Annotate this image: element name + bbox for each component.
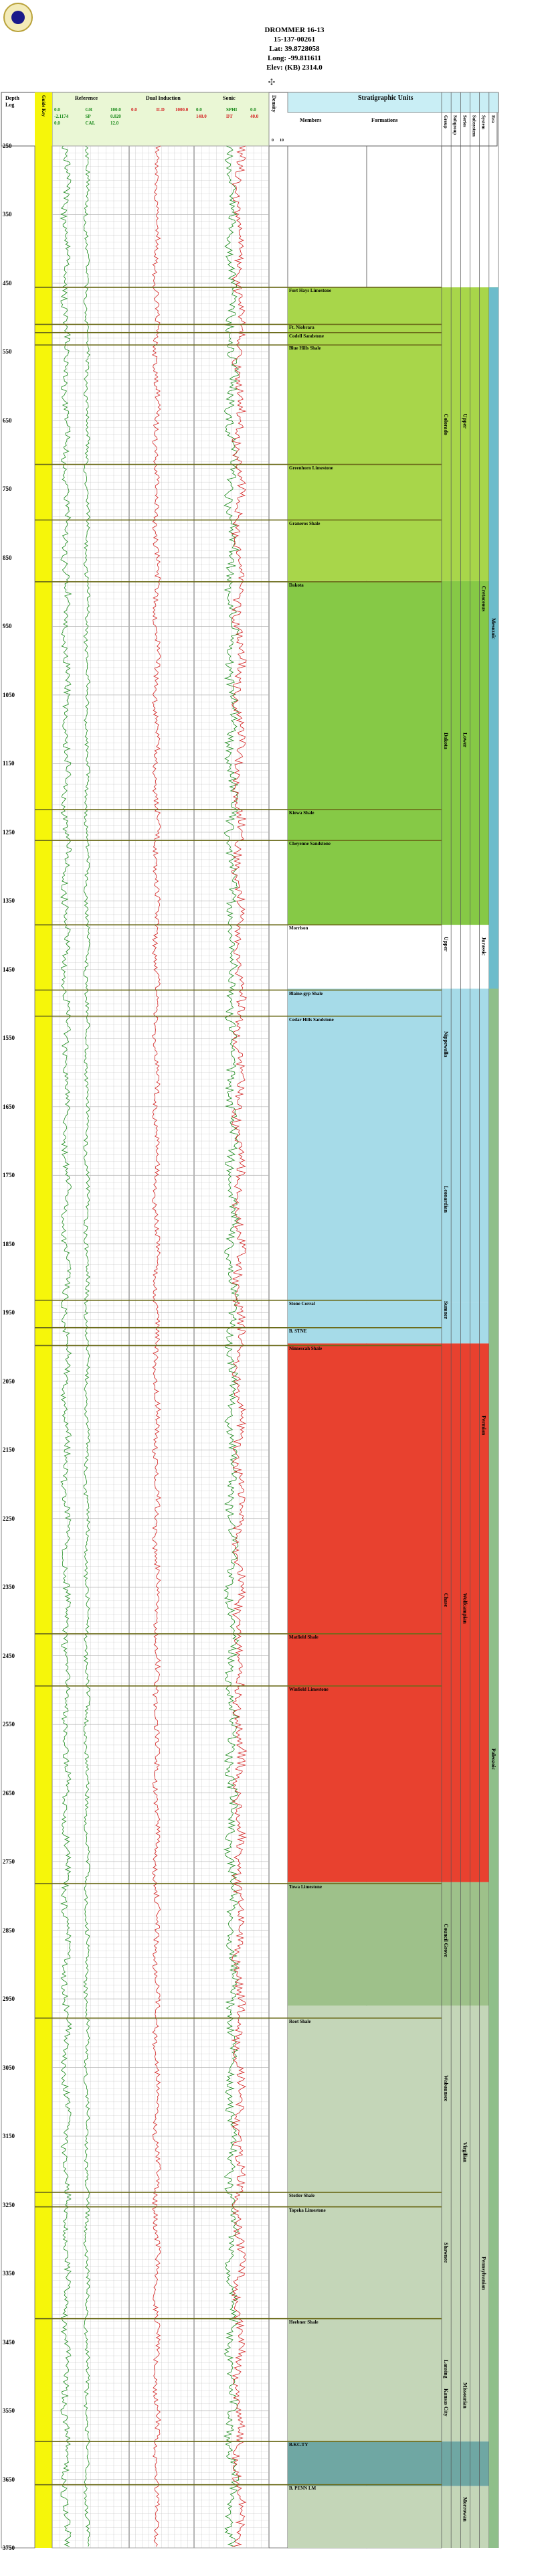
depth-tick-label: 3550 <box>3 2407 15 2415</box>
strat-column-header: Group <box>443 115 448 129</box>
depth-tick-label: 550 <box>3 348 12 356</box>
ild-curve <box>153 146 161 2547</box>
reference-title: Reference <box>75 95 98 101</box>
depth-tick-label: 850 <box>3 554 12 561</box>
formation-label: Stotler Shale <box>289 2193 315 2199</box>
depth-tick-label: 2550 <box>3 1721 15 1728</box>
strat-interval <box>288 1882 498 2005</box>
curve-legend-name: SPHI <box>226 107 238 112</box>
depth-tick-label: 2150 <box>3 1446 15 1454</box>
strat-interval <box>288 581 498 925</box>
depth-tick-label: 3150 <box>3 2133 15 2140</box>
curve-legend-left: -2.1174 <box>54 114 69 119</box>
gr-curve <box>61 146 72 2547</box>
guide-key-label: Guide Key <box>41 95 46 117</box>
formation-label: Blaine-gyp Shale <box>289 990 323 996</box>
formation-label: Graneros Shale <box>289 520 320 526</box>
depth-tick-label: 2850 <box>3 1926 15 1934</box>
curve-legend-right: 0.0 <box>250 107 256 112</box>
depth-tick-label: 1450 <box>3 966 15 973</box>
depth-tick-label: 1250 <box>3 828 15 836</box>
induction-title: Dual Induction <box>146 95 181 101</box>
formation-label: Heebner Shale <box>289 2319 318 2325</box>
strat-interval <box>288 287 498 581</box>
depth-tick-label: 250 <box>3 143 12 149</box>
curve-legend-left: 0.0 <box>196 107 202 112</box>
curve-legend-name: DT <box>226 114 233 119</box>
formation-label: Root Shale <box>289 2018 311 2024</box>
strat-unit-label: Morrowan <box>462 2496 468 2522</box>
formation-label: Cheyenne Sandstone <box>289 841 331 847</box>
strat-column-header: Series <box>462 115 468 127</box>
formation-label: Greenhorn Limestone <box>289 465 333 471</box>
curve-legend-name: CAL <box>85 121 96 126</box>
depth-tick-label: 1750 <box>3 1172 15 1179</box>
depth-tick-label: 950 <box>3 623 12 630</box>
depth-tick-label: 2350 <box>3 1584 15 1591</box>
track-border <box>1 146 35 2548</box>
depth-tick-label: 1550 <box>3 1035 15 1042</box>
formation-label: Dakota <box>289 582 304 588</box>
formation-label: Kiowa Shale <box>289 810 314 816</box>
strat-unit-label: Kansas City <box>443 2389 449 2417</box>
strat-unit-label: Sumner <box>443 1301 449 1320</box>
strat-unit-label: Shawnee <box>443 2243 449 2263</box>
elevation: Elev: (KB) 2314.0 <box>266 64 323 72</box>
strat-interval <box>288 989 498 1302</box>
strat-unit-label: Nippewalla <box>443 1031 449 1057</box>
strat-column-header: System <box>480 115 486 130</box>
strat-interval <box>288 925 498 988</box>
strat-unit-label: Cretaceous <box>480 586 487 612</box>
depth-tick-label: 1350 <box>3 897 15 905</box>
curve-legend-right: 1000.0 <box>175 107 189 112</box>
curve-legend-name: SP <box>85 114 91 119</box>
curve-legend-right: 0.020 <box>110 114 121 119</box>
strat-unit-label: Mesozoic <box>490 617 496 639</box>
strat-unit-label: Leonardian <box>443 1186 449 1213</box>
formation-label: Ninnescah Shale <box>289 1346 323 1352</box>
strat-unit-label: Pennsylvanian <box>480 2257 487 2290</box>
strat-unit-label: Dakota <box>443 733 449 750</box>
strat-column-header: Era <box>490 115 496 123</box>
formation-label: Stone Corral <box>289 1300 315 1306</box>
formations-header: Formations <box>371 117 398 123</box>
formation-label: Morrison <box>289 925 308 931</box>
depth-title: Depth <box>5 95 19 101</box>
depth-tick-label: 3250 <box>3 2201 15 2208</box>
depth-tick-label: 1950 <box>3 1309 15 1316</box>
density-scale-min: 0 <box>272 139 274 143</box>
formation-label: Winfield Limestone <box>289 1686 329 1692</box>
formation-label: Ft. Niobrara <box>289 325 314 331</box>
curve-legend-left: 0.0 <box>54 121 60 126</box>
curve-legend-left: 140.0 <box>196 114 207 119</box>
curve-legend-right: 40.0 <box>250 114 259 119</box>
strat-unit-label: Upper <box>462 414 468 429</box>
curve-legend-name: ILD <box>156 107 165 112</box>
strat-unit-label: Lansing <box>443 2360 449 2378</box>
depth-tick-label: 650 <box>3 416 12 424</box>
strat-unit-label: Wabaunsee <box>443 2074 449 2101</box>
depth-tick-label: 2950 <box>3 1995 15 2003</box>
depth-tick-label: 350 <box>3 211 12 218</box>
longitude: Long: -99.811611 <box>267 54 322 62</box>
depth-tick-label: 2050 <box>3 1377 15 1385</box>
depth-tick-label: 2250 <box>3 1515 15 1522</box>
depth-tick-label: 3450 <box>3 2338 15 2346</box>
strat-units-title: Stratigraphic Units <box>358 94 413 102</box>
curve-legend-left: 0.0 <box>131 107 137 112</box>
formation-label: B. PENN LM <box>289 2485 316 2491</box>
strat-interval <box>288 1302 498 1343</box>
strat-unit-label: Paleozoic <box>490 1748 496 1770</box>
depth-tick-label: 3750 <box>3 2545 15 2551</box>
api-number: 15-137-00261 <box>273 35 316 44</box>
depth-unit: Log <box>5 102 15 108</box>
strat-unit-label: Jurassic <box>480 936 487 956</box>
compass-icon: ✣ <box>268 77 276 87</box>
well-name: DROMMER 16-13 <box>264 26 325 34</box>
depth-tick-label: 1050 <box>3 691 15 698</box>
strat-unit-label: Council Grove <box>443 1924 449 1957</box>
formation-label: B. STNE <box>289 1328 307 1334</box>
strat-column-header: Subgroup <box>452 115 458 135</box>
members-header: Members <box>300 117 322 123</box>
strat-unit-label: Colorado <box>443 414 449 436</box>
depth-tick-label: 3050 <box>3 2064 15 2071</box>
strat-column-header: Subsystem <box>471 115 477 137</box>
formation-label: Blue Hills Shale <box>289 346 321 352</box>
strat-unit-label: Permian <box>480 1415 487 1436</box>
depth-tick-label: 1850 <box>3 1240 15 1247</box>
sonic-title: Sonic <box>223 95 236 101</box>
density-label: Density <box>271 95 277 112</box>
curve-legend-left: 0.0 <box>54 107 60 112</box>
strat-unit-label: Lower <box>462 733 468 748</box>
depth-tick-label: 1650 <box>3 1103 15 1110</box>
formation-label: Matfield Shale <box>289 1634 318 1640</box>
depth-tick-label: 3650 <box>3 2476 15 2483</box>
formation-label: B.KC.TY <box>289 2442 308 2448</box>
curve-legend-name: GR <box>85 107 92 112</box>
guide-column <box>35 92 52 2548</box>
strat-unit-label: Chase <box>443 1592 449 1607</box>
depth-tick-label: 2750 <box>3 1858 15 1866</box>
formation-label: Cedar Hills Sandstone <box>289 1016 334 1022</box>
depth-tick-label: 2650 <box>3 1789 15 1797</box>
latitude: Lat: 39.8728058 <box>269 45 320 53</box>
density-scale-max: 10 <box>280 139 284 143</box>
formation-label: Towa Limestone <box>289 1884 322 1890</box>
strat-unit-label: Virgilian <box>462 2142 468 2163</box>
curve-legend-right: 100.0 <box>110 107 121 112</box>
curve-legend-right: 12.0 <box>110 121 119 126</box>
depth-tick-label: 750 <box>3 485 12 493</box>
strat-unit-label: Upper <box>443 936 449 952</box>
formation-label: Fort Hays Limestone <box>289 288 331 294</box>
sp-curve <box>84 146 90 2547</box>
depth-tick-label: 3350 <box>3 2270 15 2277</box>
strat-interval <box>288 2441 498 2486</box>
formation-label: Codell Sandstone <box>289 333 324 339</box>
formation-label: Topeka Limestone <box>289 2207 326 2213</box>
strat-unit-label: Missourian <box>462 2382 468 2409</box>
strat-unit-label: Wolfcampian <box>462 1592 468 1624</box>
depth-tick-label: 1150 <box>3 760 15 767</box>
depth-tick-label: 450 <box>3 279 12 287</box>
depth-tick-label: 2450 <box>3 1652 15 1659</box>
strat-interval <box>288 2005 498 2441</box>
track-border <box>269 146 288 2548</box>
